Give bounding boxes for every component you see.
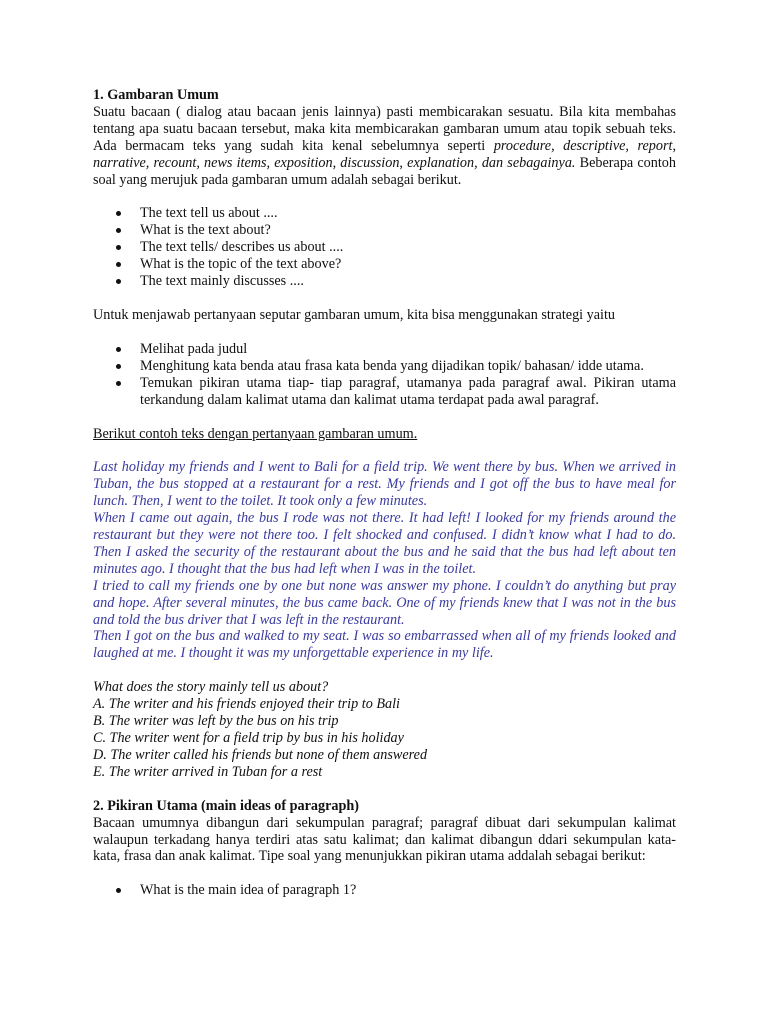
- intro-text-types-2: explanation, dan sebagainya.: [407, 154, 576, 171]
- list-item: The text tell us about ....: [93, 205, 676, 222]
- quiz-block: [93, 679, 676, 780]
- intro-comma: ,: [399, 154, 408, 171]
- list-item: Menghitung kata benda atau frasa kata benda yang dijadikan topik/ bahasan/ idde utama.: [93, 358, 676, 375]
- story-paragraph: I tried to call my friends one by one but none was answer my phone. I couldn’t do anything but pray and hope. After several minutes, the bus came back. One of my friends knew that I was not in the bus and told the bus driver that I was left in the restaurant.: [93, 577, 676, 628]
- list-item: What is the topic of the text above?: [93, 256, 676, 273]
- list-item: What is the main idea of paragraph 1?: [93, 882, 676, 899]
- list-item: The text mainly discusses ....: [93, 273, 676, 290]
- general-question-list: [93, 205, 676, 290]
- story-paragraph: When I came out again, the bus I rode was not there. It had left! I looked for my friends around the restaurant but they were not there too. I felt shocked and confused. I didn’t know what I had to do. Then I asked the security of the restaurant about the bus and he said that the bus had left about ten minutes ago. I thought that the bus had left when I was in the toilet.: [93, 510, 676, 577]
- intro-text: Suatu bacaan ( dialog atau bacaan jenis lainnya) pasti membicarakan sesuatu. Bila kita membahas tentang apa suatu bacaan tersebut, maka kita membicarakan gambaran umum atau topik sebuah teks. Ada bermacam teks yang sudah kita kenal sebelumnya seperti: [93, 103, 676, 154]
- quiz-option: C. The writer went for a field trip by bus in his holiday: [93, 730, 404, 746]
- story-paragraph: Then I got on the bus and walked to my seat. I was so embarrassed when all of my friends looked and laughed at me. I thought it was my unforgettable experience in my life.: [93, 628, 676, 662]
- strategy-intro: Untuk menjawab pertanyaan seputar gambaran umum, kita bisa menggunakan strategi yaitu: [93, 306, 616, 323]
- intro-text-end: Beberapa contoh soal yang merujuk pada gambaran umum adalah sebagai berikut.: [93, 154, 676, 188]
- document-page: [93, 87, 676, 899]
- story-paragraph: Last holiday my friends and I went to Bali for a field trip. We went there by bus. When we arrived in Tuban, the bus stopped at a restaurant for a rest. My friends and I got off the bus to have meal for lunch. Then, I went to the toilet. It took only a few minutes.: [93, 459, 676, 510]
- quiz-option: D. The writer called his friends but none of them answered: [93, 746, 428, 763]
- section-2-heading: 2. Pikiran Utama (main ideas of paragraph): [93, 797, 360, 814]
- intro-text-types: procedure, descriptive, report, narrative, recount, news items, exposition, discussion: [93, 137, 676, 171]
- strategy-list: [93, 341, 676, 409]
- quiz-question: What does the story mainly tell us about?: [93, 679, 329, 696]
- list-item: Temukan pikiran utama tiap- tiap paragraf, utamanya pada paragraf awal. Pikiran utama terkandung dalam kalimat utama dan kalimat utama terdapat pada awal paragraf.: [93, 375, 676, 409]
- section-1-heading: 1. Gambaran Umum: [93, 87, 219, 103]
- section-2-body: Bacaan umumnya dibangun dari sekumpulan paragraf; paragraf dibuat dari sekumpulan kalimat walaupun terkadang hanya terdiri atas satu kalimat; dan kalimat dibangun ddari sekumpulan kata- kata, frasa dan anak kalimat. Tipe soal yang menunjukkan pikiran utama addalah sebagai berikut:: [93, 814, 676, 865]
- story-text: [93, 459, 676, 662]
- section-1-intro: [93, 104, 676, 189]
- list-item: Melihat pada judul: [93, 341, 676, 358]
- quiz-option: E. The writer arrived in Tuban for a rest: [93, 763, 323, 780]
- example-title: Berikut contoh teks dengan pertanyaan gambaran umum.: [93, 425, 418, 442]
- list-item: The text tells/ describes us about ....: [93, 239, 676, 256]
- list-item: What is the text about?: [93, 222, 676, 239]
- quiz-option: B. The writer was left by the bus on his trip: [93, 713, 339, 730]
- main-idea-question-list: [93, 882, 676, 899]
- quiz-option: A. The writer and his friends enjoyed their trip to Bali: [93, 696, 400, 713]
